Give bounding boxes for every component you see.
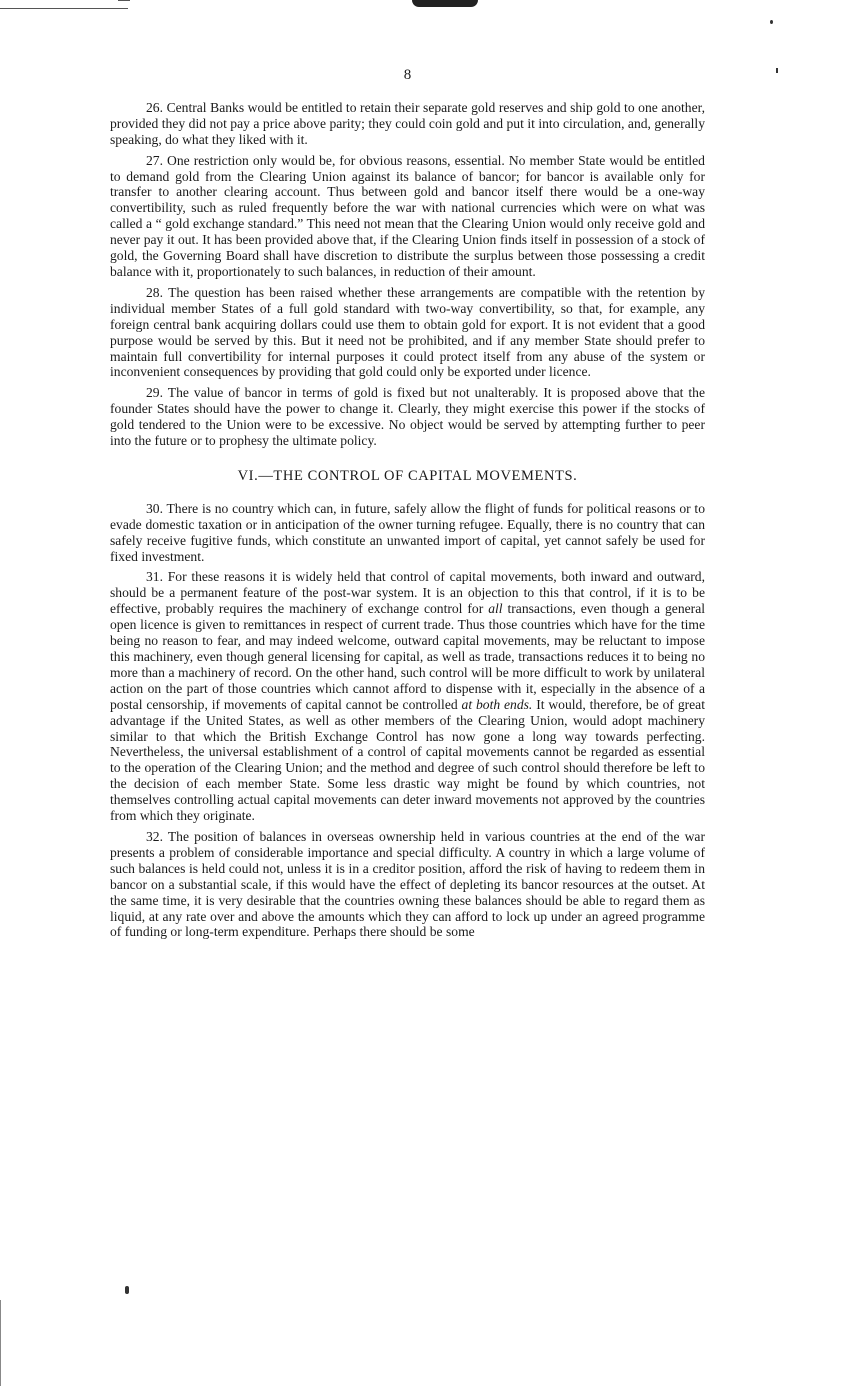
paragraph-26 — [110, 100, 705, 148]
paragraph-number: 27. — [146, 152, 163, 168]
scan-speck — [770, 20, 773, 24]
paragraph-text-part: It would, therefore, be of great advantage if the United States, as well as other members of the Clearing Union, would adopt machinery similar to that which the British Exchange Control has now gone a long way towards perfecting. Nevertheless, the universal establishment of a control of capital movements cannot be regarded as essential to the operation of the Clearing Union; and the method and degree of such control should therefore be left to the decision of each member State. Some less drastic way might be found by which countries, not themselves controlling actual capital movements can deter inward movements not approved by the countries from which they originate. — [110, 696, 705, 824]
paragraph-27 — [110, 153, 705, 280]
paragraph-text: The question has been raised whether these arrangements are compatible with the retention by individual member States of a full gold standard with two-way convertibility, so that, for example, any foreign central bank acquiring dollars could use them to obtain gold for export. It is not evident that a good purpose would be served by this. But it need not be prohibited, and if any member State should prefer to maintain full convertibility for internal purposes it could protect itself from any abuse of the system or inconvenient consequences by providing that gold could only be exported under licence. — [110, 284, 705, 380]
paragraph-32 — [110, 829, 705, 940]
paragraph-28 — [110, 285, 705, 380]
paragraph-number: 32. — [146, 828, 163, 844]
scan-speck — [125, 1286, 129, 1294]
paragraph-text: The value of bancor in terms of gold is fixed but not unalterably. It is proposed above that the founder States should have the power to change it. Clearly, they might exercise this power if the stocks of gold tendered to the Union were to be excessive. No object would be served by attempting further to peer into the future or to prophesy the ultimate policy. — [110, 385, 706, 449]
paragraph-31 — [110, 569, 705, 824]
paragraph-number: 29. — [146, 385, 163, 401]
paragraph-number: 30. — [146, 500, 163, 516]
scan-ink-blot — [412, 0, 478, 7]
paragraph-30 — [110, 501, 705, 565]
emphasis-text: all — [488, 601, 503, 617]
paragraph-number: 26. — [146, 99, 163, 115]
paragraph-text-part: transactions, even though a general open licence is given to remittances in respect of current trade. Thus those countries which have for the time being no reason to fear, and may indeed welcome, outward capital movements, may be reluctant to impose this machinery, even though general licensing for capital, as well as trade, transactions reduces it to being no more than a machinery of record. On the other hand, such control will be more difficult to work by unilateral action on the part of those countries which cannot afford to dispense with it, especially in the absence of a postal censorship, if movements of capital cannot be controlled — [110, 601, 705, 712]
scan-edge-line — [0, 1300, 1, 1386]
paragraph-number: 31. — [146, 569, 163, 585]
paragraph-text-part: For these reasons it is widely held that control of capital movements, both inward and outward, should be a permanent feature of the post-war system. It is an objection to this that control, if it is to be effective, probably requires the machinery of exchange control for — [110, 569, 705, 617]
section-heading: VI.—THE CONTROL OF CAPITAL MOVEMENTS. — [237, 467, 578, 484]
scan-line-mark — [0, 8, 128, 9]
paragraph-text: There is no country which can, in future, safely allow the flight of funds for political reasons or to evade domestic taxation or in anticipation of the owner turning refugee. Equally, there is no country that can safely receive fugitive funds, which constitute an unwanted import of capital, yet cannot safely be used for fixed investment. — [110, 500, 705, 564]
paragraph-text: One restriction only would be, for obvious reasons, essential. No member State would be entitled to demand gold from the Clearing Union against its balance of bancor; for bancor is available only for transfer to another clearing account. Thus between gold and bancor itself there would be a one-way convertibility, such as ruled frequently before the war with national currencies which were on what was called a “ gold exchange standard.” This need not mean that the Clearing Union would only receive gold and never pay it out. It has been provided above that, if the Clearing Union finds itself in possession of a stock of gold, the Governing Board shall have discretion to distribute the surplus between those possessing a credit balance with it, proportionately to such balances, in reduction of their amount. — [110, 152, 705, 279]
paragraph-text: The position of balances in overseas ownership held in various countries at the end of the war presents a problem of considerable importance and special difficulty. A country in which a large volume of such balances is held could not, unless it is in a creditor position, afford the risk of having to redeem them in bancor on a substantial scale, if this would have the effect of depleting its bancor resources at the outset. At the same time, it is very desirable that the countries owning these balances should be able to regard them as liquid, at any rate over and above the amounts which they can afford to lock up under an agreed programme of funding or long-term expenditure. Perhaps there should be some — [110, 828, 705, 940]
scan-line-mark — [118, 0, 130, 1]
paragraph-text: Central Banks would be entitled to retain their separate gold reserves and ship gold to one another, provided they did not pay a price above parity; they could coin gold and put it into circulation, and, generally speaking, do what they liked with it. — [110, 99, 705, 147]
emphasis-text: at both ends. — [461, 696, 533, 712]
paragraph-29 — [110, 385, 705, 449]
scan-speck — [776, 68, 778, 73]
document-page — [110, 68, 705, 945]
page-number: 8 — [403, 67, 412, 83]
paragraph-number: 28. — [146, 284, 163, 300]
